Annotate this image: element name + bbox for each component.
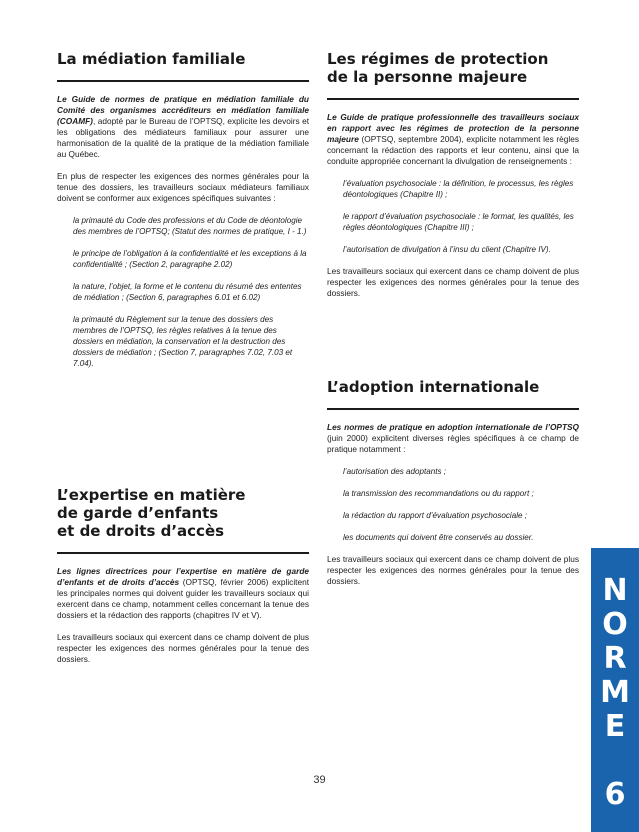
expertise-intro-paragraph [57, 566, 309, 621]
list-item: la primauté du Règlement sur la tenue des dossiers des membres de l’OPTSQ, les règles relatives à la tenue des dossiers en médiation, la conservation et la destruction des dossiers de médiation ; (Section 7, paragraphes 7.02, 7.03 et 7.04). [73, 314, 293, 368]
section-rule [327, 408, 579, 410]
section-title-regimes [327, 50, 579, 86]
norme-letter: E [604, 709, 626, 744]
expertise-closing-paragraph: Les travailleurs sociaux qui exercent dans ce champ doivent de plus respecter les exigences des normes générales pour la tenue des dossiers. [57, 631, 309, 664]
list-item: l’autorisation des adoptants ; [343, 466, 447, 476]
expertise-intro-text: (OPTSQ, février 2006) explicitent les principales normes qui doivent guider les travailleurs sociaux qui exercent dans ce champ, notamment celles concernant la tenue des dossiers et la rédaction des rapports (chapitres IV et V). [57, 576, 309, 620]
regimes-intro-text: (OPTSQ, septembre 2004), explicite notamment les règles concernant la rédaction des rapports et leur contenu, ainsi que la conduite appropriée concernant la divulgation de renseignements : [327, 133, 579, 166]
title-line: de la personne majeure [327, 68, 528, 86]
list-item: le principe de l’obligation à la confidentialité et les exceptions à la confidentialité ; (Section 2, paragraphe 2.02) [73, 248, 307, 269]
section-title-adoption: L’adoption internationale [327, 378, 540, 396]
list-item: la primauté du Code des professions et du Code de déontologie des membres de l’OPTSQ; (Statut des normes de pratique, I - 1.) [73, 215, 307, 236]
adoption-closing-paragraph: Les travailleurs sociaux qui exercent dans ce champ doivent de plus respecter les exigences des normes générales pour la tenue des dossiers. [327, 553, 579, 586]
norme-letter: M [600, 675, 630, 710]
list-item: la rédaction du rapport d’évaluation psychosociale ; [343, 510, 528, 520]
regimes-intro-paragraph [327, 112, 579, 167]
section-rule [327, 98, 579, 100]
norme-number: 6 [604, 777, 626, 812]
section-rule [57, 80, 309, 82]
mediation-requirements-paragraph: En plus de respecter les exigences des normes générales pour la tenue des dossiers, les travailleurs sociaux médiateurs familiaux doivent se conformer aux exigences spécifiques suivantes : [57, 170, 309, 203]
mediation-intro-paragraph [57, 94, 309, 160]
section-adoption-internationale [327, 378, 579, 598]
title-line: et de droits d’accès [57, 522, 225, 540]
adoption-intro-paragraph [327, 422, 579, 455]
section-expertise-garde [57, 486, 309, 676]
list-item: la nature, l’objet, la forme et le contenu du résumé des ententes de médiation ; (Section 6, paragraphes 6.01 et 6.02) [73, 281, 302, 302]
section-regimes-protection [327, 50, 579, 310]
mediation-guide-title: Le Guide de normes de pratique en médiation familiale du Comité des organismes accréditeurs en médiation familiale (COAMF) [57, 93, 309, 126]
mediation-intro-text: , adopté par le Bureau de l’OPTSQ, explicite les devoirs et les obligations des médiateurs familiaux pour assurer une harmonisation de la qualité de la pratique de la médiation familiale au Québec. [57, 115, 309, 159]
expertise-guide-title: Les lignes directrices pour l’expertise en matière de garde d’enfants et de droits d’accès [57, 565, 309, 587]
list-item: l’évaluation psychosociale : la définition, le processus, les règles déontologiques (Chapitre II) ; [343, 178, 574, 199]
list-item: l’autorisation de divulgation à l’insu du client (Chapitre IV). [343, 244, 551, 254]
section-rule [57, 552, 309, 554]
mediation-requirements-list [57, 215, 309, 369]
title-line: Les régimes de protection [327, 50, 549, 68]
list-item: la transmission des recommandations ou du rapport ; [343, 488, 534, 498]
regimes-rules-list [327, 178, 579, 255]
title-line: L’expertise en matière [57, 486, 246, 504]
adoption-guide-title: Les normes de pratique en adoption internationale de l’OPTSQ [327, 421, 579, 432]
title-line: de garde d’enfants [57, 504, 219, 522]
page-number: 39 [313, 774, 326, 786]
norme-letter: R [603, 641, 627, 676]
norme-side-tab [591, 548, 639, 832]
adoption-rules-list [327, 466, 579, 543]
list-item: le rapport d’évaluation psychosociale : le format, les qualités, les règles déontologiques (Chapitre III) ; [343, 211, 574, 232]
regimes-closing-paragraph: Les travailleurs sociaux qui exercent dans ce champ doivent de plus respecter les exigences des normes générales pour la tenue des dossiers. [327, 265, 579, 298]
adoption-intro-text: (juin 2000) explicitent diverses règles spécifiques à ce champ de pratique notamment : [327, 432, 579, 454]
list-item: les documents qui doivent être conservés au dossier. [343, 532, 534, 542]
norme-letter: N [602, 573, 628, 608]
section-title-expertise [57, 486, 309, 540]
regimes-guide-title: Le Guide de pratique professionnelle des travailleurs sociaux en rapport avec les régimes de protection de la personne majeure [327, 111, 579, 144]
section-mediation-familiale [57, 50, 309, 380]
section-title-mediation: La médiation familiale [57, 50, 246, 68]
norme-letter: O [602, 607, 628, 642]
